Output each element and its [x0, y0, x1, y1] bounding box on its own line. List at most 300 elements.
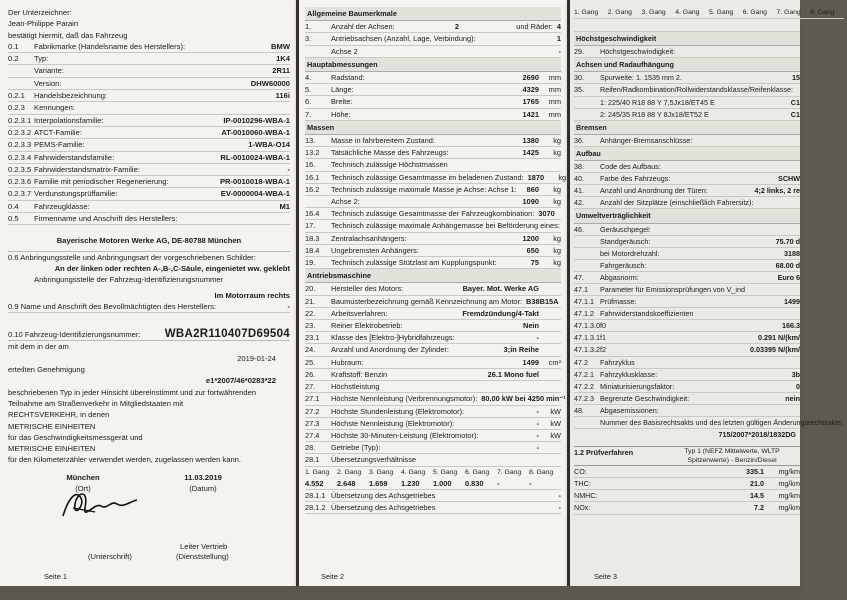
field-label: Handelsbezeichnung:: [34, 91, 108, 101]
place-date: [8, 472, 290, 495]
table-surface: [0, 586, 800, 600]
date-value: 11.03.2019: [184, 472, 222, 482]
field-label: Technisch zulässige Stützlast am Kupplungspunkt:: [331, 258, 497, 268]
field-row: [574, 260, 800, 272]
field-row: [574, 84, 800, 96]
field-number: 0.2.3.2: [8, 127, 32, 137]
field-unit: mm: [548, 109, 561, 119]
field-label: Getriebe (Typ):: [331, 443, 381, 453]
gear-ratio: -: [497, 478, 500, 488]
field-label: Höchste Nennleistung (Elektromotor):: [331, 418, 455, 428]
field-value: B38B15A: [526, 296, 559, 306]
field-row: [305, 220, 561, 232]
field-number: 1.: [305, 22, 312, 32]
field-value: 2: [454, 22, 459, 32]
field-number: 23.: [305, 321, 316, 331]
field-number: [574, 417, 600, 428]
gear-ratio: 1.230: [401, 478, 420, 488]
vin-value: WBA2R110407D69504: [164, 328, 290, 341]
field-label: 1: 225/40 R18 88 Y 7,5Jx18/ET45 E: [600, 97, 715, 107]
field-number: [574, 236, 600, 247]
field-value: [796, 357, 800, 368]
field-label: Fahrzyklusklasse:: [600, 369, 658, 379]
gear-label: 4. Gang: [675, 9, 700, 16]
signer-role: Leiter Vertrieb: [180, 542, 228, 551]
field-value: 3070: [538, 209, 555, 219]
field-value: PR-0010018-WBA-1: [219, 177, 290, 187]
field-row: [305, 344, 561, 356]
field-number: 28.1.1: [305, 490, 326, 500]
signature: [55, 486, 145, 526]
field-value: -: [536, 418, 539, 428]
field-label: Firmenname und Anschrift des Herstellers:: [34, 214, 178, 224]
field-value: [796, 197, 800, 208]
field-row: [574, 72, 800, 84]
field-value: 3b: [791, 369, 800, 379]
field-row: [305, 296, 561, 308]
field-value: [796, 308, 800, 319]
field-label: Höchstleistung: [331, 382, 380, 392]
field-label: Breite:: [331, 97, 353, 107]
field-row: [8, 115, 290, 127]
gear-label: 7. Gang: [497, 468, 522, 476]
field-value: 1425: [522, 148, 539, 158]
field-value: C1: [790, 109, 800, 119]
field-value: -: [536, 333, 539, 343]
field-number: 42.: [574, 198, 584, 208]
page-1: [0, 0, 296, 600]
field-row: [8, 90, 290, 102]
field-value: EV-0000004-WBA-1: [220, 189, 290, 199]
field-number: 4.: [305, 73, 312, 83]
field-row: [305, 320, 561, 332]
directive-number: 715/2007*2018/1832DG: [718, 430, 796, 440]
field-row: [8, 102, 290, 114]
field-label: Radstand:: [331, 73, 365, 83]
field-number: 27.4: [305, 430, 320, 440]
field-label: Hubraum:: [331, 357, 364, 367]
field-value: [796, 284, 800, 295]
field-value: 0.03395 N/(km/: [750, 345, 800, 355]
plates-label: 0.6 Anbringungsstelle und Anbringungsart der vorgeschriebenen Schilder:: [8, 251, 290, 263]
page-number: Seite 2: [321, 571, 345, 581]
field-label: Abgasnorm:: [600, 272, 639, 282]
section-header: Allgemeine Baumerkmale: [305, 7, 561, 21]
gear-ratio: -: [529, 478, 532, 488]
field-label: Miniaturisierungsfaktor:: [600, 381, 675, 391]
exists-text: mit dem in der am: [8, 342, 69, 352]
field-unit: kg: [558, 172, 567, 182]
field-value: 1K4: [276, 54, 290, 64]
field-row: [574, 197, 800, 209]
field-row: [305, 172, 567, 184]
field-row: [305, 196, 561, 208]
intro-line: bestätigt hiermit, daß das Fahrzeug: [8, 30, 128, 40]
field-value: 1380: [522, 136, 539, 146]
page-number: Seite 3: [594, 571, 618, 581]
field-unit: kW: [550, 406, 561, 416]
field-number: 47.1.3.1: [574, 333, 600, 343]
field-value: 1: [556, 34, 561, 44]
conformity-line: RECHTSVERKEHR, in denen: [8, 410, 110, 420]
gear-ratio: 1.659: [369, 478, 388, 488]
field-value: 1765: [522, 97, 539, 107]
field-number: [574, 109, 600, 120]
field-number: 41.: [574, 186, 584, 196]
field-row: [305, 33, 561, 45]
manufacturer-address: Bayerische Motoren Werke AG, DE-80788 München: [56, 236, 242, 246]
field-value: SCHW: [778, 174, 800, 184]
field-number: 25.: [305, 357, 316, 367]
field-row: [574, 173, 800, 185]
field-number: 0.2.3.5: [8, 164, 32, 174]
field-row: [305, 381, 561, 393]
field-label: Spurweite: 1. 1535 mm 2.: [600, 73, 682, 83]
field-label: Reifen/Radkombination/Rollwiderstandsklasse/Reifenklasse:: [600, 85, 793, 95]
field-row: [305, 46, 561, 58]
field-row: [305, 308, 561, 320]
field-number: 20.: [305, 284, 316, 294]
gear-label: 2. Gang: [337, 468, 362, 476]
field-label: Typ:: [34, 54, 49, 64]
field-number: 24.: [305, 345, 316, 355]
field-unit: mm: [548, 85, 561, 95]
field-row: [305, 257, 561, 269]
approval-date: 2019-01-24: [237, 353, 276, 363]
field-label: Technisch zulässige maximale Masse je Achse: Achse 1:: [331, 184, 517, 194]
field-number: 0.2.3.6: [8, 177, 32, 187]
field-number: [574, 97, 600, 108]
gear-ratios: [305, 478, 561, 490]
field-value: C1: [790, 97, 800, 107]
field-unit: mm: [548, 73, 561, 83]
field-row: [574, 135, 800, 147]
field-number: 18.4: [305, 245, 320, 255]
emission-label: CO:: [574, 467, 587, 477]
field-number: 47.1.3.0: [574, 321, 600, 331]
field-number: 47.1.1: [574, 297, 594, 307]
field-number: 27.1: [305, 394, 320, 404]
field-row: [574, 272, 800, 284]
field-row: [8, 152, 290, 164]
field-label: Anhänger-Bremsanschlüsse:: [600, 135, 693, 145]
field-label: Nummer des Basisrechtsakts und des letzten gültigen Änderungsrechtsakts:: [600, 418, 843, 427]
field-row: [8, 188, 290, 200]
field-number: [305, 196, 331, 207]
field-number: 28.: [305, 443, 316, 453]
field-value: IP-0010296-WBA-1: [223, 115, 290, 125]
field-label: Parameter für Emissionsprüfungen von V_ind: [600, 284, 746, 294]
field-number: 0.2.3.7: [8, 189, 32, 199]
field-row: [305, 72, 561, 84]
field-label: Ungebremsten Anhängers:: [331, 245, 419, 255]
field-value: DHW60000: [250, 78, 290, 88]
vin-label: 0.10 Fahrzeug-Identifizierungsnummer:: [8, 330, 141, 340]
field-label: Geräuschpegel:: [600, 224, 651, 234]
field-row: [305, 96, 561, 108]
field-value: Euro 6: [777, 272, 800, 282]
field-number: 27.3: [305, 418, 320, 428]
field-value: -: [287, 164, 290, 174]
gear-label: 5. Gang: [433, 468, 458, 476]
field-value: [286, 102, 290, 113]
emission-unit: mg/km: [778, 503, 800, 513]
field-number: 17.: [305, 221, 316, 231]
field-label: Anzahl und Anordnung der Zylinder:: [331, 345, 449, 355]
field-label: Interpolationsfamilie:: [34, 115, 104, 125]
page-number: Seite 1: [44, 571, 68, 581]
field-value: 1200: [522, 233, 539, 243]
signer-role-label: (Dienststellung): [176, 552, 229, 561]
field-label: f2: [600, 345, 606, 355]
field-label: f1: [600, 333, 606, 343]
field-row: [305, 208, 561, 220]
field-number: 23.1: [305, 333, 320, 343]
field-row: [574, 320, 800, 332]
emission-label: THC:: [574, 479, 591, 489]
field-number: 46.: [574, 224, 584, 234]
field-label: Reiner Elektrobetrieb:: [331, 321, 403, 331]
field-row: [8, 78, 290, 90]
field-value: 1421: [522, 109, 539, 119]
field-row: [305, 393, 566, 405]
field-value: 75.70 d: [775, 236, 800, 246]
gear-labels: [305, 467, 561, 478]
field-row: [574, 405, 800, 417]
intro-line: Jean-Philippe Parain: [8, 19, 79, 29]
field-row: [305, 21, 561, 33]
field-value: 3188: [784, 248, 800, 258]
gear-label: 2. Gang: [607, 9, 632, 16]
field-row: [574, 381, 800, 393]
field-label: Tatsächliche Masse des Fahrzeugs:: [331, 148, 449, 158]
field-value: AT-0010060-WBA-1: [221, 127, 290, 137]
field-row: [305, 369, 561, 381]
field-row: [574, 296, 800, 308]
field-label: Fahrwiderstandskoeffizienten: [600, 309, 694, 319]
approval-text: erteilten Genehmigung: [8, 365, 85, 375]
field-label: Fahrwiderstandsfamilie:: [34, 152, 115, 162]
field-row: [305, 245, 561, 257]
field-number: [574, 248, 600, 259]
field-unit: [539, 369, 561, 380]
field-number: 26.: [305, 369, 316, 379]
gear-label: 1. Gang: [574, 9, 599, 16]
field-value: Fremdzündung/4-Takt: [462, 308, 539, 318]
field-number: 47.1.3.2: [574, 345, 600, 355]
field-value: [796, 224, 800, 235]
field-label: Anzahl der Sitzplätze (einschließlich Fahrersitz):: [600, 198, 754, 208]
field-label: Technisch zulässige maximale Anhängemasse bei Beförderung eines:: [331, 221, 560, 231]
field-value: 4: [556, 22, 561, 32]
field-unit: cm³: [548, 357, 561, 367]
field-unit: [539, 381, 561, 392]
field-label: Übersetzung des Achsgetriebes: [331, 503, 436, 513]
field-value: -: [558, 503, 561, 513]
section-header: Umweltverträglichkeit: [574, 209, 800, 223]
plates-value: An der linken oder rechten A-,B-,C-Säule, eingenietet ww. geklebt: [54, 263, 290, 273]
field-unit: [539, 308, 561, 319]
field-row: [8, 176, 290, 188]
field-label: Code des Aufbaus:: [600, 162, 661, 172]
field-row: [305, 184, 561, 196]
field-label: Klasse des [Elektro-]Hybridfahrzeugs:: [331, 333, 455, 343]
field-number: 47.: [574, 272, 584, 282]
emission-row: [574, 466, 800, 478]
emission-value: 335.1: [746, 467, 764, 477]
field-label: Höchstgeschwindigkeit:: [600, 47, 676, 57]
conformity-line: für das Geschwindigkeitsmessgerät und: [8, 432, 143, 442]
field-value: 1870: [527, 172, 545, 182]
field-row: [305, 406, 561, 418]
field-label: Anzahl der Achsen:: [331, 22, 395, 32]
field-value: 75: [530, 258, 539, 268]
emission-value: 14.5: [750, 491, 764, 501]
field-row: [8, 65, 290, 77]
field-row: [305, 454, 561, 466]
field-number: 47.2: [574, 357, 588, 367]
field-value: 166.3: [782, 321, 800, 331]
field-row: [574, 97, 800, 109]
field-value: 860: [526, 184, 539, 194]
gear-ratio: 1.000: [433, 478, 452, 488]
field-label: Baumusterbezeichnung gemäß Kennzeichnung am Motor:: [331, 296, 523, 306]
conformity-line: für den Kilometerzähler verwendet werden, zugelassen werden kann.: [8, 455, 242, 465]
field-unit: [539, 454, 561, 465]
field-label: Höchste 30-Minuten-Leistung (Elektromotor):: [331, 430, 479, 440]
test-header-right: Typ 1 (NEFZ Mittelwerte, WLTP Spitzenwerte) - Benzin/Diesel: [684, 448, 780, 465]
field-label: Achse 2: [331, 46, 358, 56]
field-number: 18.3: [305, 233, 320, 243]
field-label: Technisch zulässige Höchstmassen: [331, 160, 448, 170]
gear-label: 3. Gang: [641, 9, 666, 16]
field-value: 80.00 kW bei 4250 min⁻¹: [481, 394, 566, 404]
field-number: 28.1: [305, 455, 320, 465]
field-number: 0.2.3: [8, 103, 25, 113]
section-header: Hauptabmessungen: [305, 58, 561, 72]
field-unit: [539, 283, 561, 294]
field-row: [574, 417, 843, 429]
field-label: Höchste Nennleistung (Verbrennungsmotor):: [331, 394, 478, 404]
field-row: [574, 46, 800, 58]
rep-label: 0.9 Name und Anschrift des Bevollmächtigten des Herstellers:: [8, 301, 217, 311]
field-number: [574, 260, 600, 271]
field-row: [305, 442, 561, 454]
field-value: [796, 135, 800, 146]
date-label: (Datum): [189, 483, 217, 493]
field-label: Technisch zulässige Gesamtmasse im beladenen Zustand:: [331, 172, 524, 182]
field-label: Fahrzyklus: [600, 357, 635, 367]
field-number: 29.: [574, 47, 584, 57]
field-row: [574, 308, 800, 320]
signature-label: (Unterschrift): [88, 552, 132, 561]
field-value: 4329: [522, 85, 539, 95]
gear-ratio: 4.552: [305, 478, 324, 488]
section-header: Höchstgeschwindigkeit: [574, 32, 800, 46]
field-number: 30.: [574, 73, 584, 83]
field-number: 38.: [574, 162, 584, 172]
field-number: 0.1: [8, 41, 19, 51]
field-label: Variante:: [34, 66, 64, 76]
field-row: [574, 236, 800, 248]
field-row: [305, 159, 561, 171]
vin-location-value: Im Motorraum rechts: [214, 290, 290, 300]
field-row: [305, 283, 561, 295]
field-unit: [539, 344, 561, 355]
field-label: und Räder:: [516, 22, 553, 32]
field-number: 0.4: [8, 201, 19, 211]
test-header-left: 1.2 Prüfverfahren: [574, 448, 634, 458]
field-row: [8, 139, 290, 151]
field-value: -: [536, 443, 539, 453]
field-label: Kennungen:: [34, 103, 75, 113]
emission-row: [574, 478, 800, 490]
field-label: Übersetzungsverhältnisse: [331, 455, 417, 465]
field-number: [8, 78, 34, 89]
field-row: [574, 109, 800, 121]
field-unit: kg: [553, 197, 561, 207]
place-label: (Ort): [75, 483, 91, 493]
gear-ratio: 2.648: [337, 478, 356, 488]
field-number: [305, 46, 331, 57]
field-number: 5.: [305, 85, 312, 95]
field-number: 48.: [574, 405, 584, 415]
field-value: 650: [526, 245, 539, 255]
field-label: Verdunstungsprüffamilie:: [34, 189, 118, 199]
field-row: [574, 224, 800, 236]
test-header: [574, 446, 800, 466]
field-row: [8, 213, 290, 225]
section-header: Antriebsmaschine: [305, 269, 561, 283]
field-number: 47.1: [574, 284, 588, 294]
field-row: [574, 393, 800, 405]
field-label: Achse 2:: [331, 197, 360, 207]
field-value: [796, 46, 800, 57]
rep-value: -: [287, 301, 290, 311]
field-number: 47.2.3: [574, 393, 594, 403]
place-value: München: [66, 472, 100, 482]
field-number: 7.: [305, 109, 312, 119]
intro-line: Der Unterzeichner:: [8, 8, 72, 17]
field-value: 26.1 Mono fuel: [487, 369, 539, 379]
vin-location-label: Anbringungsstelle der Fahrzeug-Identifizierungsnummer: [34, 275, 224, 285]
field-row: [574, 185, 800, 197]
field-number: 27.: [305, 382, 316, 392]
field-number: 16.1: [305, 172, 320, 182]
field-number: 35.: [574, 85, 584, 95]
field-unit: kg: [553, 258, 561, 268]
field-row: [574, 369, 800, 381]
field-label: Technisch zulässige Gesamtmasse der Fahrzeugkombination:: [331, 209, 535, 219]
field-value: [843, 417, 847, 428]
field-label: Hersteller des Motors:: [331, 284, 404, 294]
gear-label: 5. Gang: [709, 9, 734, 16]
field-number: 16.2: [305, 184, 320, 194]
conformity-line: METRISCHE EINHEITEN: [8, 444, 96, 454]
field-row: [305, 490, 561, 502]
field-value: [796, 84, 800, 95]
gear-label: 6. Gang: [742, 9, 767, 16]
field-value: 3;in Reihe: [503, 345, 539, 355]
field-number: 0.2.1: [8, 91, 25, 101]
field-label: Version:: [34, 78, 62, 88]
field-row: [305, 109, 561, 121]
conformity-line: METRISCHE EINHEITEN: [8, 421, 96, 431]
field-row: [574, 161, 800, 173]
field-value: Nein: [522, 321, 539, 331]
gear-ratio: 0.830: [465, 478, 484, 488]
section-header: Achsen und Radaufhängung: [574, 58, 800, 72]
